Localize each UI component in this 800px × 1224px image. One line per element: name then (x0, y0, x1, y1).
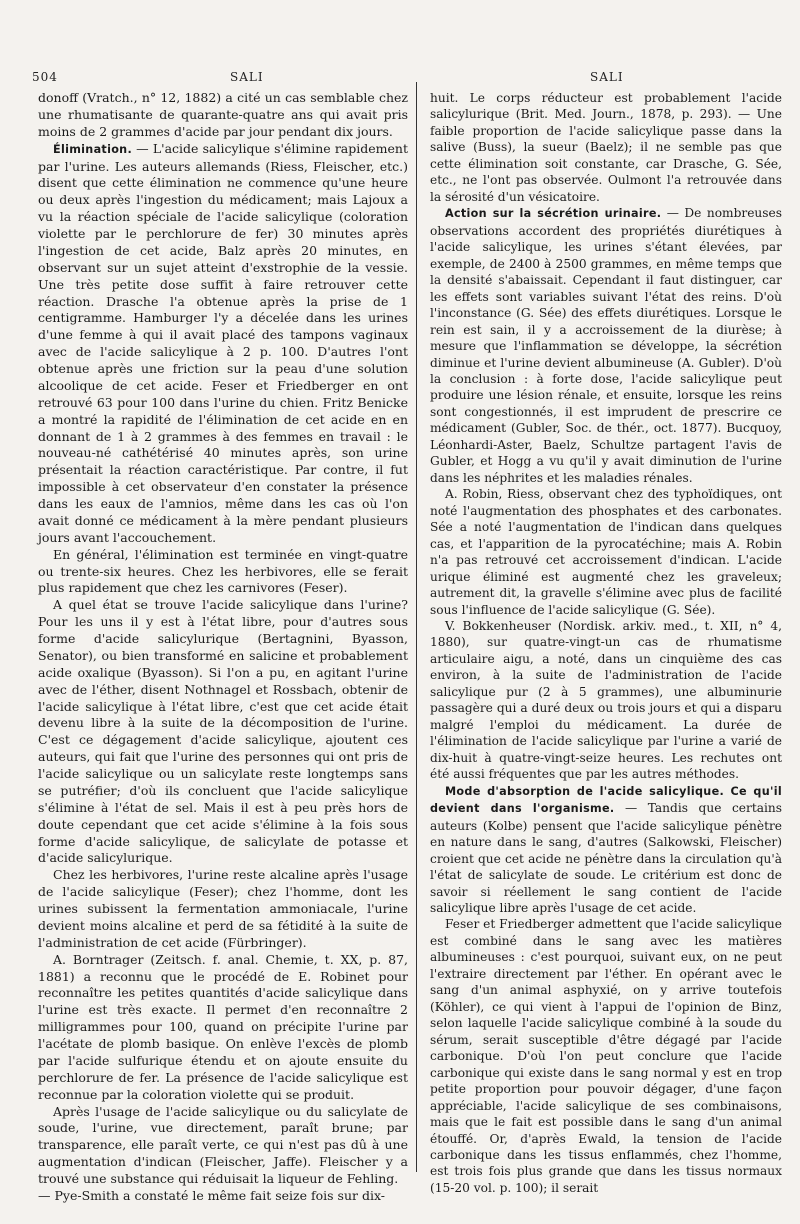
paragraph (430, 205, 782, 486)
paragraph (38, 141, 408, 547)
paragraph-text: V. Bokkenheuser (Nordisk. arkiv. med., t. XII, n° 4, 1880), sur quatre-vingt-un cas de rhumatisme articulaire aigu, a noté, dans un cinquième des cas environ, à la suite de l'administration de l'acide salicylique pur (2 à 5 grammes), une albuminurie passagère qui a duré deux ou trois jours et qui a disparu malgré l'emploi du médicament. La durée de l'élimination de l'acide salicylique par l'urine a varié de dix-huit à quatre-vingt-seize heures. Les rechutes ont été aussi fréquentes que par les autres méthodes. (430, 619, 782, 782)
page-number: 504 (32, 70, 58, 84)
paragraph-text: Après l'usage de l'acide salicylique ou du salicylate de soude, l'urine, vue directement, paraît brune; par transparence, elle paraît verte, ce qui n'est pas dû à une augmentation d'indican (Fleischer, Jaffe). Fleischer y a trouvé une substance qui réduisait la liqueur de Fehling. (38, 1103, 408, 1186)
section-heading: Mode d'absorption de l'acide salicylique. Ce qu'il devient dans l'organisme. (430, 784, 782, 816)
paragraph (38, 597, 408, 867)
left-column (38, 90, 408, 1205)
paragraph-text: huit. Le corps réducteur est probablement l'acide salicylurique (Brit. Med. Journ., 1878, p. 293). — Une faible proportion de l'acide salicylique passe dans la salive (Buss), la sueur (Baelz); il ne semble pas que cette élimination soit constante, car Drasche, G. Sée, etc., ne l'ont pas observée. Oulmont l'a retrouvée dans la sérosité d'un vésicatoire. (430, 91, 782, 204)
paragraph-text: En général, l'élimination est terminée en vingt-quatre ou trente-six heures. Chez les herbivores, elle se ferait plus rapidement que chez les carnivores (Feser). (38, 546, 408, 596)
paragraph (38, 1104, 408, 1188)
paragraph (38, 1188, 408, 1205)
section-heading: Action sur la sécrétion urinaire. (445, 207, 662, 221)
paragraph (38, 867, 408, 951)
paragraph (38, 952, 408, 1104)
paragraph (430, 90, 782, 205)
paragraph-text: — L'acide salicylique s'élimine rapidement par l'urine. Les auteurs allemands (Riess, Fleischer, etc.) disent que cette élimination ne commence qu'une heure ou deux après l'ingestion du médicament; mais Lajoux a vu la réaction spéciale de l'acide salicylique (coloration violette par le perchlorure de fer) 30 minutes après l'ingestion de cet acide, Balz après 20 minutes, en observant sur un sujet atteint d'exstrophie de la vessie. Une très petite dose suffit à faire retrouver cette réaction. Drasche l'a obtenue après la prise de 1 centigramme. Hamburger l'y a décelée dans les urines d'une femme à qui il avait placé des tampons vaginaux avec de l'acide salicylique à 2 p. 100. D'autres l'ont obtenue après une friction sur la peau d'une solution alcoolique de cet acide. Feser et Friedberger en ont retrouvé 63 pour 100 dans l'urine du chien. Fritz Benicke a montré la rapidité de l'élimination de cet acide en en donnant de 1 à 2 grammes à des femmes en travail : le nouveau-né cathétérisé 40 minutes après, son urine présentait la réaction caractéristique. Par contre, il fut impossible à cet observateur d'en constater la présence dans les eaux de l'amnios, même dans les cas où l'on avait donné ce médicament à la mère pendant plusieurs jours avant l'accouchement. (38, 140, 408, 545)
paragraph (430, 486, 782, 618)
paragraph-text: donoff (Vratch., n° 12, 1882) a cité un cas semblable chez une rhumatisante de quarante-quatre ans qui avait pris moins de 2 grammes d'acide par jour pendant dix jours. (38, 90, 408, 139)
section-heading: Élimination. (53, 142, 133, 156)
paragraph (430, 618, 782, 783)
right-column (430, 90, 782, 1196)
running-head-left: SALI (230, 70, 264, 84)
paragraph-text: Feser et Friedberger admettent que l'acide salicylique est combiné dans le sang avec les matières albumineuses : c'est pourquoi, suivant eux, on ne peut l'extraire directement par l'éther. En opérant avec le sang d'un animal asphyxié, on y arrive toutefois (Köhler), ce qui vient à l'appui de l'opinion de Binz, selon laquelle l'acide salicylique combiné à la soude du sérum, serait susceptible d'être dégagé par l'acide carbonique. D'où l'on peut conclure que l'acide carbonique qui existe dans le sang normal y est en trop petite proportion pour pouvoir dégager, d'une façon appréciable, l'acide salicylique de ses combinaisons, mais que le fait est possible dans le sang d'un animal étouffé. Or, d'après Ewald, la tension de l'acide carbonique dans les tissus enflammés, chez l'homme, est trois fois plus grande que dans les tissus normaux (15-20 vol. p. 100); il serait (430, 917, 782, 1195)
paragraph (430, 783, 782, 917)
paragraph-text: Chez les herbivores, l'urine reste alcaline après l'usage de l'acide salicylique (Feser); chez l'homme, dont les urines subissent la fermentation ammoniacale, l'urine devient moins alcaline et perd de sa fétidité à la suite de l'administration de cet acide (Fürbringer). (38, 867, 408, 950)
paragraph (38, 90, 408, 141)
paragraph-text: — De nombreuses observations accordent des propriétés diurétiques à l'acide salicylique, les urines s'étant élevées, par exemple, de 2400 à 2500 grammes, en même temps que la densité s'abaissait. Cependant il faut distinguer, car les effets sont variables suivant l'état des reins. D'où l'inconstance (G. Sée) des effets diurétiques. Lorsque le rein est sain, il y a accroissement de la diurèse; à mesure que l'inflammation se développe, la sécrétion diminue et l'urine devient albumineuse (A. Gubler). D'où la conclusion : à forte dose, l'acide salicylique peut produire une lésion rénale, et ensuite, lorsque les reins sont congestionnés, il est imprudent de prescrire ce médicament (Gubler, Soc. de thér., oct. 1877). Bucquoy, Léonhardi-Aster, Baelz, Schultze partagent l'avis de Gubler, et Hogg a vu qu'il y avait diminution de l'urine dans les néphrites et les maladies rénales. (430, 206, 782, 485)
running-head-right: SALI (590, 70, 624, 84)
paragraph-text: — Pye-Smith a constaté le même fait seize fois sur dix- (38, 1187, 386, 1203)
column-divider (416, 82, 417, 1172)
paragraph (38, 547, 408, 598)
paragraph-text: A. Robin, Riess, observant chez des typhoïdiques, ont noté l'augmentation des phosphates et des carbonates. Sée a noté l'augmentation de l'indican dans quelques cas, et l'apparition de la pyrocatéchine; mais A. Robin n'a pas retrouvé cet accroissement d'indican. L'acide urique éliminé est augmenté chez les graveleux; autrement dit, la gravelle s'élimine avec plus de facilité sous l'influence de l'acide salicylique (G. Sée). (430, 487, 782, 617)
paragraph-text: — Tandis que certains auteurs (Kolbe) pensent que l'acide salicylique pénètre en nature dans le sang, d'autres (Salkowski, Fleischer) croient que cet acide ne pénètre dans la circulation qu'à l'état de salicylate de soude. Le critérium est donc de savoir si réellement le sang contient de l'acide salicylique libre après l'usage de cet acide. (430, 801, 782, 915)
paragraph-text: A quel état se trouve l'acide salicylique dans l'urine? Pour les uns il y est à l'état libre, pour d'autres sous forme d'acide salicylurique (Bertagnini, Byasson, Senator), ou bien transformé en salicine et probablement acide oxalique (Byasson). Si l'on a pu, en agitant l'urine avec de l'éther, disent Nothnagel et Rossbach, obtenir de l'acide salicylique à l'état libre, c'est que cet acide était devenu libre à la suite de la décomposition de l'urine. C'est ce dégagement d'acide salicylique, ajoutent ces auteurs, qui fait que l'urine des personnes qui ont pris de l'acide salicylique ou un salicylate reste longtemps sans se putréfier; d'où ils concluent que l'acide salicylique s'élimine à l'état de sel. Mais il est à peu près hors de doute cependant que cet acide s'élimine à la fois sous forme d'acide salicylique, de salicylate de potasse et d'acide salicylurique. (38, 597, 408, 866)
paragraph (430, 916, 782, 1196)
paragraph-text: A. Borntrager (Zeitsch. f. anal. Chemie, t. XX, p. 87, 1881) a reconnu que le procédé de E. Robinet pour reconnaître les petites quantités d'acide salicylique dans l'urine est très exacte. Il permet d'en reconnaître 2 milligrammes pour 100, quand on précipite l'urine par l'acétate de plomb basique. On enlève l'excès de plomb par l'acide sulfurique étendu et on ajoute ensuite du perchlorure de fer. La présence de l'acide salicylique est reconnue par la coloration violette qui se produit. (38, 951, 408, 1102)
